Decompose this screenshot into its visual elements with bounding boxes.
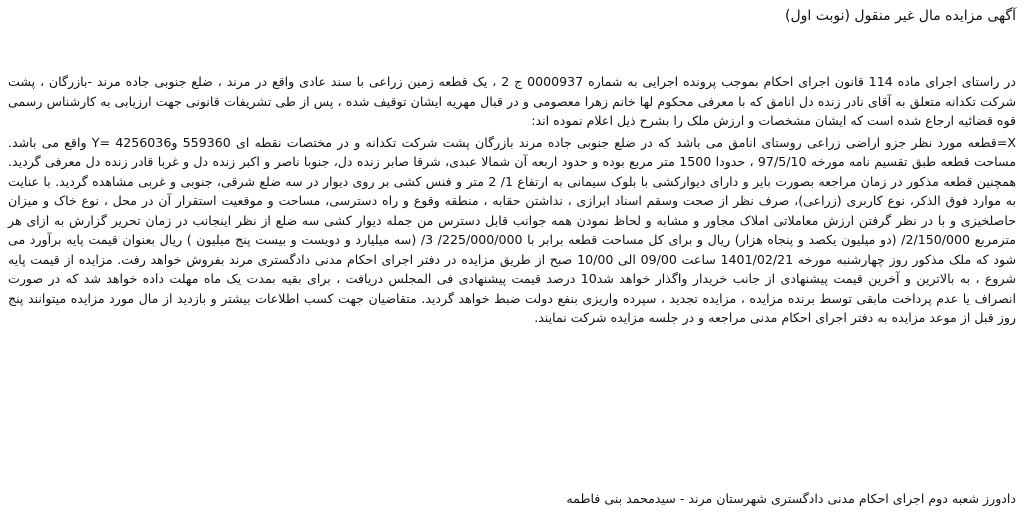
notice-title: آگهی مزایده مال غیر منقول (نوبت اول) [784,8,1016,24]
signature-line: دادورز شعبه دوم اجرای احکام مدنی دادگستری شهرستان مرند - سیدمحمد بنی فاطمه [566,491,1016,506]
property-description-paragraph: X=قطعه مورد نظر جزو اراضی زراعی روستای انامق می باشد که در ضلع جنوبی جاده مرند بازرگان پشت شرکت تکدانه و در مختصات نقطه ای 559360 وY= 4256036 واقع می باشد. مساحت قطعه طبق تقسیم نامه مورخه 97/5/10 ، حدودا 1500 متر مربع بوده و حدود اربعه آن شمالا عبدی، شرقا صابر زنده دل، جنوبا ناصر و اکبر زنده دل و غربا قادر زنده دل معرفی گردید. همچنین قطعه مذکور در زمان مراجعه بصورت بایر و دارای دیوارکشی با بلوک سیمانی به ارتفاع 1/ 2 متر و فنس کشی بر روی دیوار در سه ضلع شرقی، جنوبی و غربی مشاهده گردید. با عنایت به موارد فوق الذکر، نوع کاربری (زراعی)، صرف نظر از صحت وسقم اسناد ابرازی ، نداشتن حقابه ، منطقه وقوع و راه دسترسی، مساحت و موقعیت استقرار آن در محل ، نوع خاک و میزان حاصلخیزی و با در نظر گرفتن ارزش معاملاتی املاک مجاور و مشابه و لحاظ نمودن همه جوانب قابل دسترس من جمله دیوار کشی سه ضلع از نظر اینجانب در زمان تحریر گزارش به ازای هر مترمربع 2/150/000/ (دو میلیون یکصد و پنجاه هزار) ریال و برای کل مساحت قطعه برابر با 225/000/000/ 3/ (سه میلیارد و دویست و بیست پنج میلیون ) ریال بعنوان قیمت پایه برآورد می شود که ملک مذکور روز چهارشنبه مورخه 1401/02/21 ساعت 09/00 الی 10/00 صبح از طریق مزایده در دفتر اجرای احکام مدنی دادگستری مرند بفروش خواهد رفت. مزایده از قیمت پایه شروع ، به بالاترین و آخرین قیمت پیشنهادی از جانب خریدار واگذار خواهد شد10 درصد قیمت پیشنهادی فی المجلس دریافت ، برای بقیه بمدت یک ماه مهلت داده خواهد شد که در صورت انصراف یا عدم پرداخت مابقی توسط برنده مزایده ، مزایده تجدید ، سپرده واریزی بنفع دولت ضبط خواهد گردید. متقاضیان جهت کسب اطلاعات بیشتر و بازدید از مال مورد مزایده میتوانند پنج روز قبل از موعد مزایده به دفتر اجرای احکام مدنی مراجعه و در جلسه مزایده شرکت نمایند. [8,134,1017,325]
notice-body [8,72,1016,330]
intro-paragraph: در راستای اجرای ماده 114 قانون اجرای احکام بموجب پرونده اجرایی به شماره 0000937 ج 2 ، یک قطعه زمین زراعی با سند عادی واقع در مرند ، ضلع جنوبی جاده مرند -بازرگان ، پشت شرکت تکدانه متعلق به آقای نادر زنده دل انامق که با معرفی محکوم لها خانم زهرا معصومی و در قبال مهریه ایشان توقیف شده ، پس از طی تشریفات قانونی جهت ارزیابی به کارشناس رسمی قوه قضائیه ارجاع شده است که ایشان مشخصات و ارزش ملک را بشرح ذیل اعلام نموده اند: [8,74,1016,128]
